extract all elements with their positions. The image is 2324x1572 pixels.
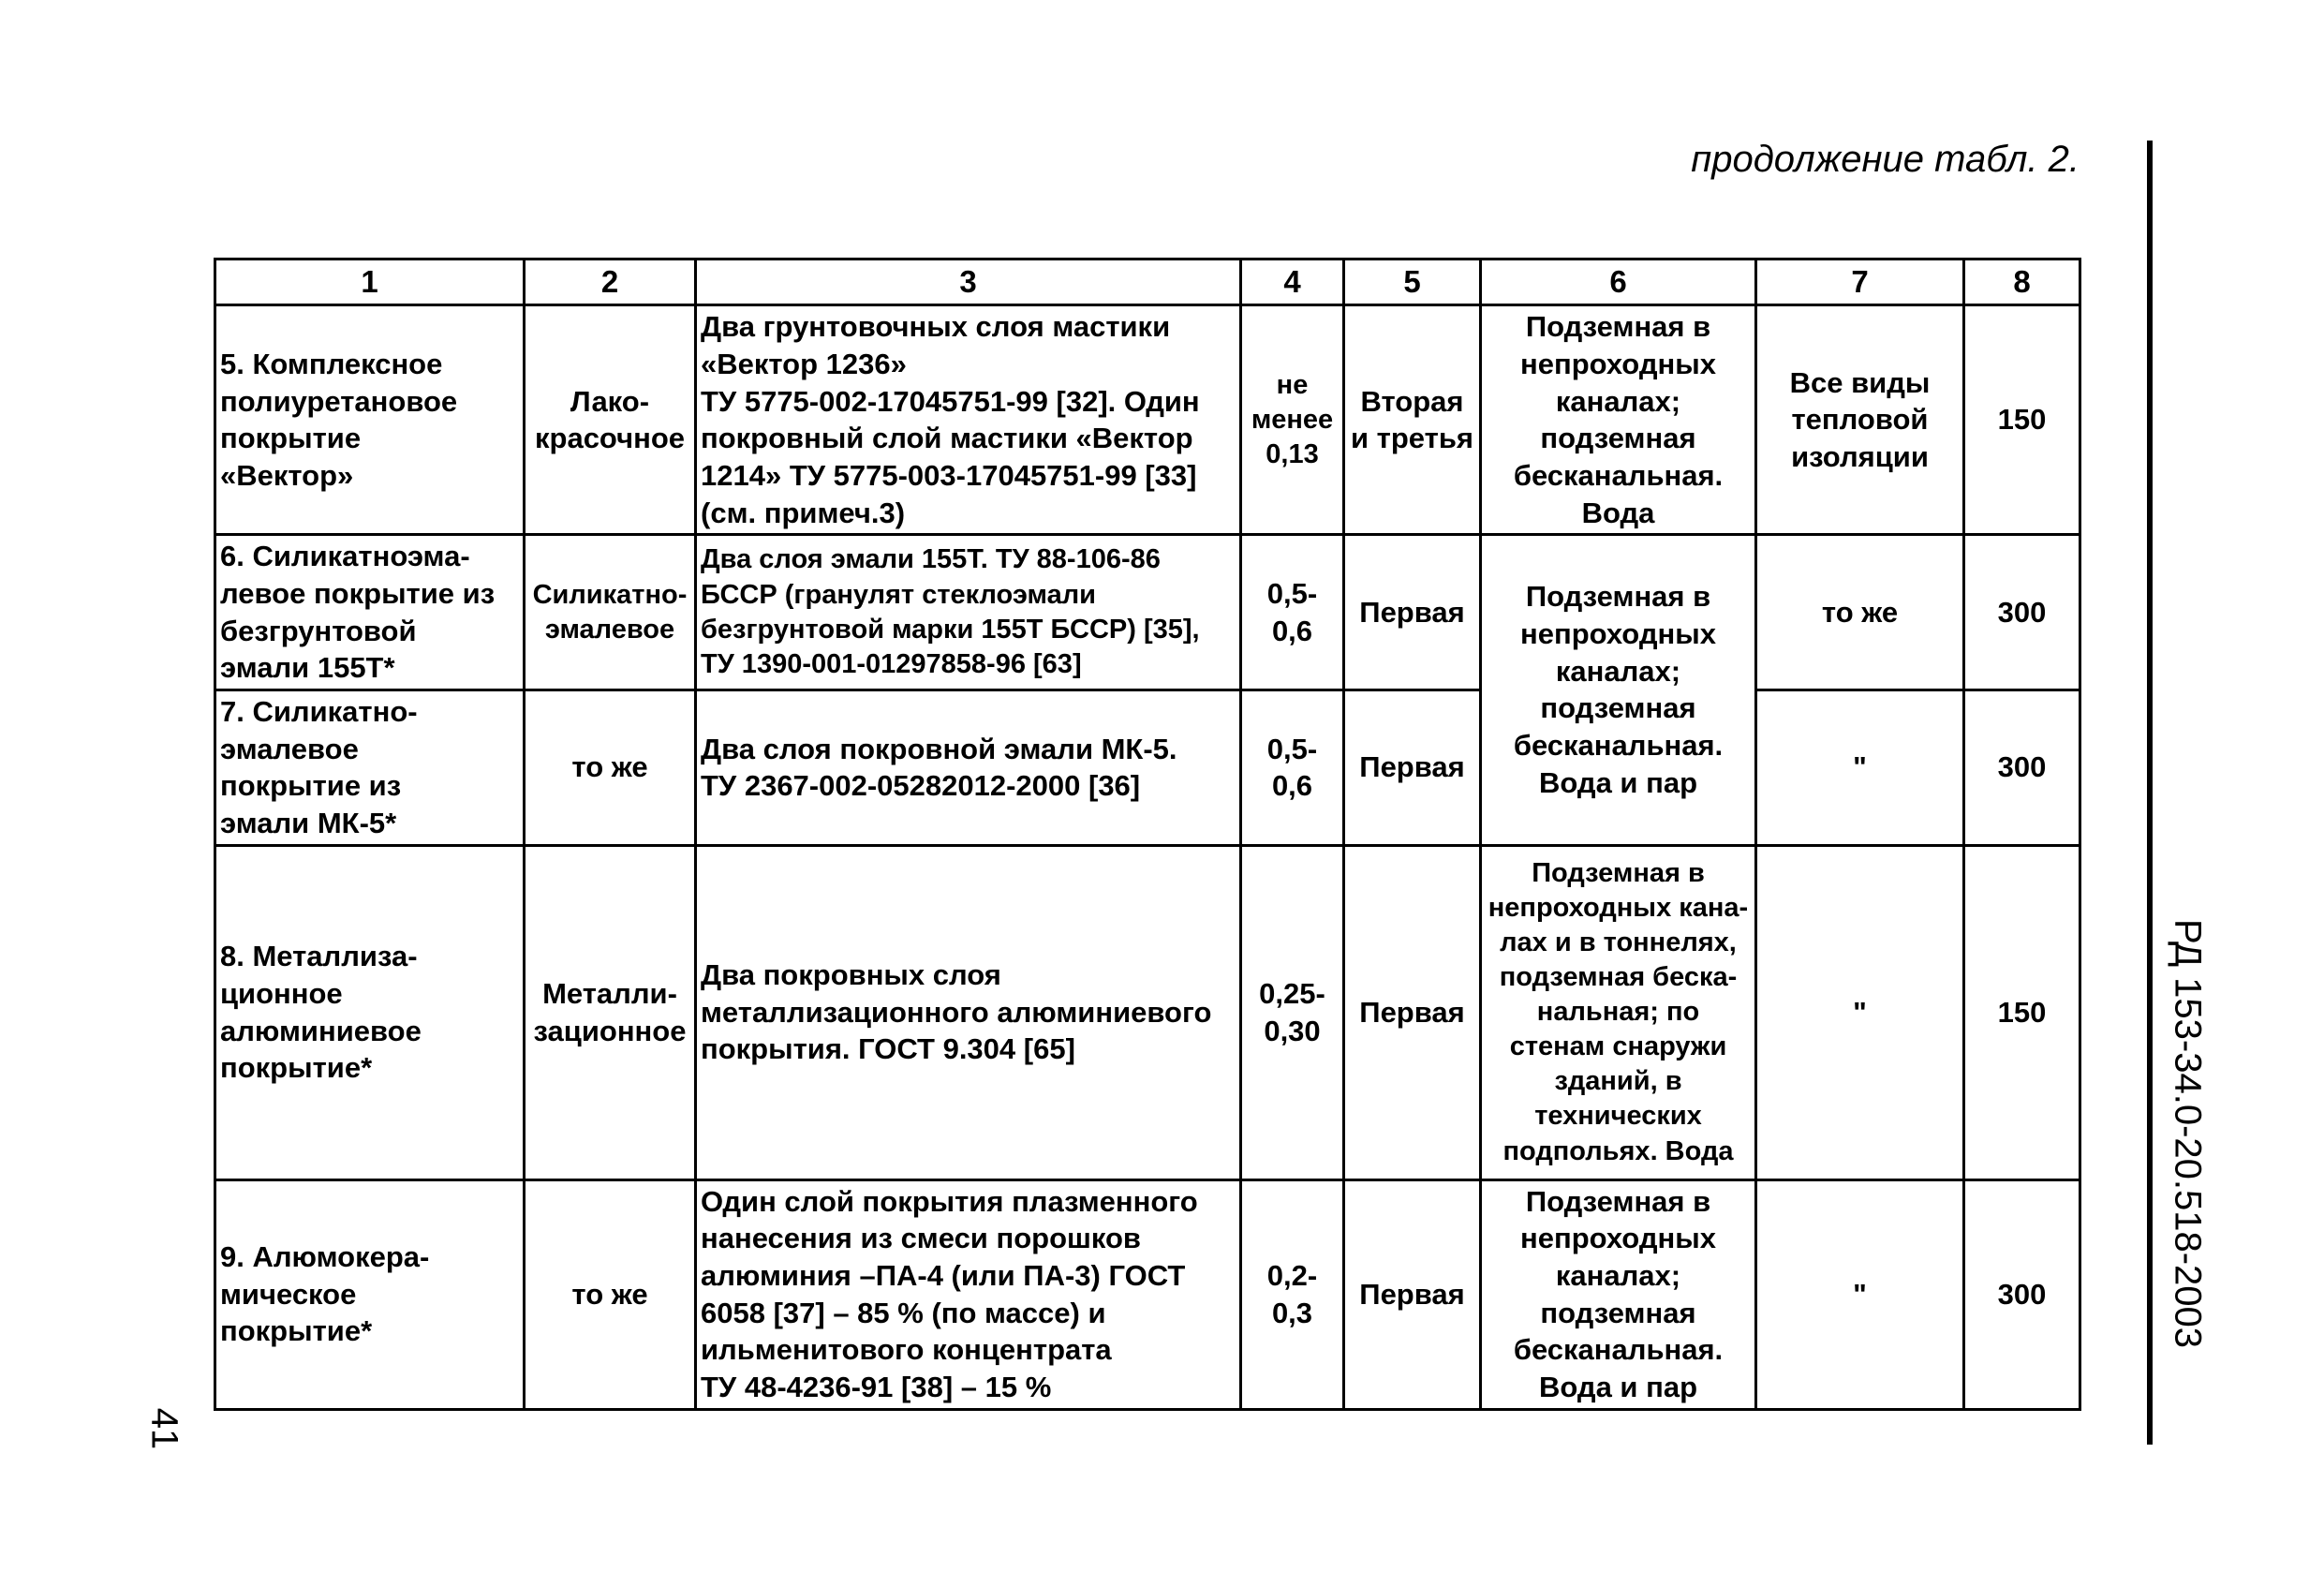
text-line: покровный слой мастики «Вектор [701,422,1193,455]
insulation-cell [1756,1179,1964,1409]
text-line: подпольях. Вода [1502,1135,1734,1166]
text-line: технических [1534,1101,1702,1132]
category-cell [1344,845,1481,1179]
conditions-cell [1481,845,1756,1179]
table-row [215,1179,2080,1409]
conditions-cell [1481,305,1756,535]
coating-description-cell [696,1179,1241,1409]
text-line: 0,30 [1264,1014,1321,1047]
text-line: левое покрытие из [220,576,496,610]
text-line: красочное [535,422,685,455]
text-line: эмалевое [544,614,675,645]
header-cell: 2 [525,260,696,305]
insulation-cell [1756,535,1964,690]
coating-description-cell [696,535,1241,690]
text-line: 7. Силикатно- [220,694,418,728]
header-cell: 8 [1964,260,2080,305]
ditto-mark: " [1853,750,1867,784]
text-line: 0,25- [1259,976,1325,1010]
header-row [215,260,2080,305]
text-line: не [1276,369,1309,400]
conditions-cell [1481,1179,1756,1409]
coating-description-cell [696,305,1241,535]
text-line: Два покровных слоя [701,958,1001,992]
coating-name-cell [215,305,525,535]
ditto-mark: " [1853,1277,1867,1311]
thickness-cell [1241,690,1344,845]
text-line: подземная [1540,1296,1696,1329]
coating-name-cell [215,845,525,1179]
text-line: подземная [1540,691,1696,725]
category-cell [1344,1179,1481,1409]
text-line: эмали 155Т* [220,651,395,685]
text-line: 5. Комплексное [220,347,443,380]
category-cell [1344,690,1481,845]
temperature-cell: 300 [1964,1179,2080,1409]
thickness-cell [1241,845,1344,1179]
text-line: ТУ 2367-002-05282012-2000 [36] [701,769,1141,803]
text-line: покрытие [220,422,362,455]
text-line: бесканальная. [1513,1333,1724,1367]
header-cell: 5 [1344,260,1481,305]
text-line: Подземная в [1532,857,1705,888]
text-line: ТУ 5775-002-17045751-99 [32]. Один [701,384,1200,418]
text-line: алюминия –ПА-4 (или ПА-3) ГОСТ [701,1258,1186,1292]
text-line: 6. Силикатноэма- [220,540,470,573]
text-line: Один слой покрытия плазменного [701,1184,1198,1218]
text-line: Вода и пар [1538,1371,1698,1403]
text-line: 0,13 [1266,438,1319,469]
text-line: Два слоя покровной эмали МК-5. [701,732,1177,765]
temperature-cell: 150 [1964,305,2080,535]
text-line: ильменитового концентрата [701,1333,1112,1367]
text-line: Первая [1359,750,1465,784]
text-line: лах и в тоннелях, [1500,927,1737,957]
text-line: ТУ 48-4236-91 [38] – 15 % [701,1371,1052,1403]
document-code: РД 153-34.0-20.518-2003 [2167,918,2209,1349]
text-line: бесканальная. [1513,458,1724,492]
text-line: Вода и пар [1538,765,1698,799]
page-number: 41 [143,1407,185,1450]
coating-type-cell [525,535,696,690]
text-line: зданий, в [1554,1066,1682,1097]
table-continuation-caption: продолжение табл. 2. [1691,139,2080,180]
text-line: непроходных [1520,347,1716,380]
text-line: подземная беска- [1499,961,1738,992]
text-line: «Вектор» [220,458,354,492]
text-line: 6058 [37] – 85 % (по массе) и [701,1296,1106,1329]
coatings-table [214,258,2081,1411]
coating-description-cell [696,845,1241,1179]
temperature-cell: 150 [1964,845,2080,1179]
text-line: Вода [1581,496,1655,529]
text-line: 8. Металлиза- [220,940,418,973]
text-line: 0,2- [1266,1258,1318,1292]
coating-name-cell [215,1179,525,1409]
text-line: «Вектор 1236» [701,347,907,380]
header-cell: 6 [1481,260,1756,305]
ditto-mark: " [1853,995,1867,1029]
text-line: 9. Алюмокера- [220,1240,430,1274]
text-line: Первая [1359,1277,1465,1311]
text-line: стенам снаружи [1509,1031,1727,1062]
text-line: менее [1251,404,1334,435]
coating-name-cell [215,690,525,845]
temperature-cell: 300 [1964,535,2080,690]
thickness-cell [1241,1179,1344,1409]
text-line: безгрунтовой [220,614,417,647]
text-line: Два грунтовочных слоя мастики [701,310,1171,344]
text-line: непроходных кана- [1488,892,1749,923]
text-line: 0,6 [1271,769,1313,803]
conditions-cell [1481,535,1756,845]
text-line: нанесения из смеси порошков [701,1222,1141,1255]
text-line: Подземная в [1525,580,1711,614]
text-line: Все виды [1789,365,1931,399]
text-line: непроходных [1520,1222,1716,1255]
text-line: Подземная в [1525,310,1711,344]
header-cell: 1 [215,260,525,305]
text-line: 1214» ТУ 5775-003-17045751-99 [33] [701,458,1197,492]
text-line: 0,3 [1271,1296,1313,1329]
text-line: покрытия. ГОСТ 9.304 [65] [701,1032,1075,1066]
text-line: алюминиевое [220,1014,422,1047]
text-line: эмали МК-5* [220,806,397,839]
header-cell: 3 [696,260,1241,305]
text-line: то же [571,750,648,784]
text-line: Лако- [570,384,650,418]
text-line: нальная; по [1536,997,1700,1028]
text-line: 0,5- [1266,732,1318,765]
table-row [215,690,2080,845]
insulation-cell [1756,305,1964,535]
text-line: (см. примеч.3) [701,496,906,529]
text-line: Первая [1359,995,1465,1029]
text-line: каналах; [1555,384,1681,418]
text-line: и третья [1351,422,1473,455]
table-row [215,305,2080,535]
table-row [215,845,2080,1179]
coating-description-cell [696,690,1241,845]
text-line: бесканальная. [1513,729,1724,763]
text-line: полиуретановое [220,384,458,418]
temperature-cell: 300 [1964,690,2080,845]
text-line: Первая [1359,595,1465,629]
text-line: металлизационного алюминиевого [701,995,1212,1029]
text-line: то же [1821,595,1899,629]
coating-type-cell [525,845,696,1179]
coating-type-cell [525,305,696,535]
insulation-cell [1756,690,1964,845]
category-cell [1344,535,1481,690]
text-line: Вторая [1360,384,1464,418]
thickness-cell [1241,535,1344,690]
text-line: мическое [220,1277,357,1311]
text-line: ТУ 1390-001-01297858-96 [63] [701,648,1082,679]
margin-rule [2147,141,2153,1445]
text-line: покрытие* [220,1314,373,1348]
text-line: Силикатно- [532,579,688,610]
text-line: 0,6 [1271,614,1313,647]
text-line: Подземная в [1525,1184,1711,1218]
text-line: БССР (гранулят стеклоэмали [701,579,1096,610]
text-line: подземная [1540,422,1696,455]
text-line: покрытие из [220,769,402,803]
table-row [215,535,2080,690]
thickness-cell [1241,305,1344,535]
text-line: изоляции [1791,440,1929,474]
text-line: безгрунтовой марки 155Т БССР) [35], [701,614,1200,645]
text-line: покрытие* [220,1051,373,1085]
header-cell: 7 [1756,260,1964,305]
coating-name-cell [215,535,525,690]
text-line: непроходных [1520,617,1716,651]
text-line: эмалевое [220,732,359,765]
text-line: каналах; [1555,654,1681,688]
text-line: ционное [220,976,343,1010]
insulation-cell [1756,845,1964,1179]
category-cell [1344,305,1481,535]
coating-type-cell [525,690,696,845]
text-line: 0,5- [1266,576,1318,610]
text-line: Два слоя эмали 155Т. ТУ 88-106-86 [701,544,1161,575]
coating-type-cell [525,1179,696,1409]
text-line: то же [571,1277,648,1311]
text-line: тепловой [1791,403,1929,437]
text-line: зационное [533,1014,687,1047]
header-cell: 4 [1241,260,1344,305]
text-line: каналах; [1555,1258,1681,1292]
text-line: Металли- [542,976,677,1010]
